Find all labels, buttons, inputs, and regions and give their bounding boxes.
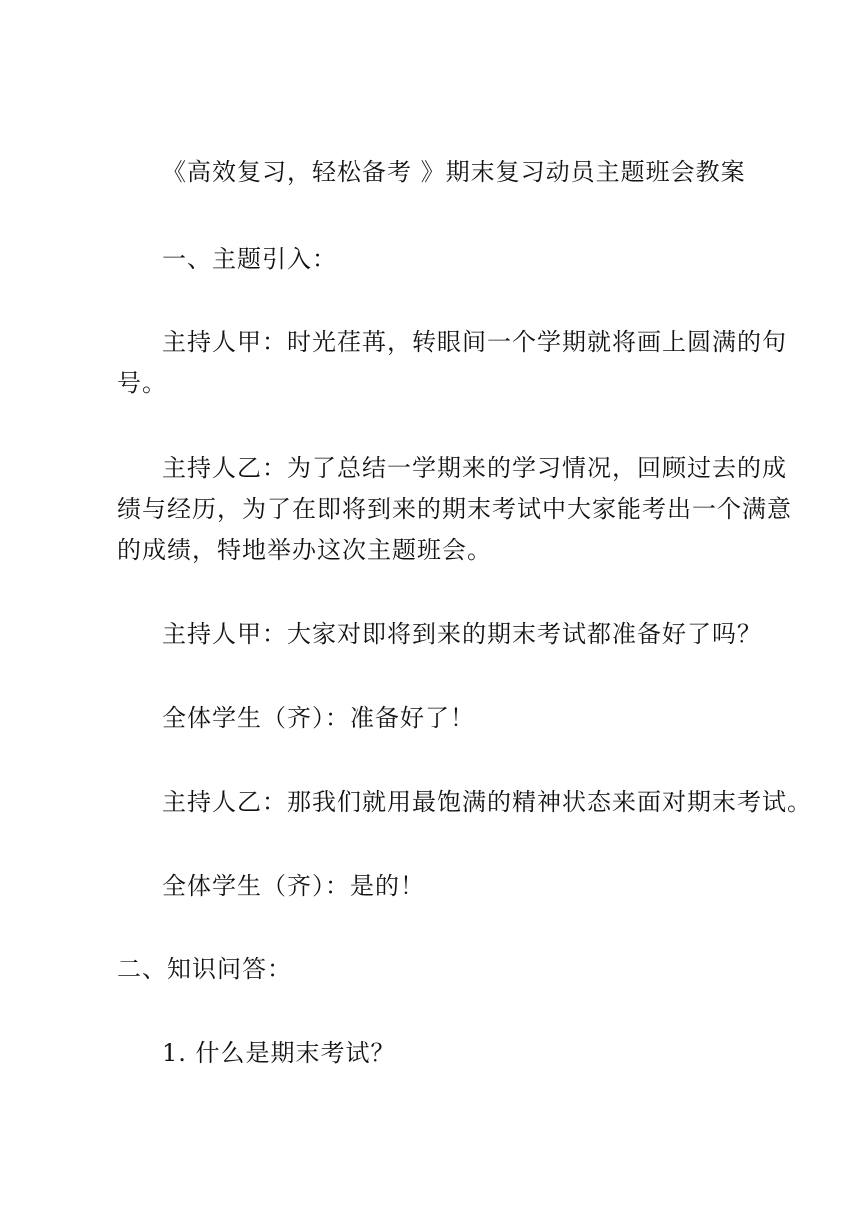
- paragraph-host-a-question: 主持人甲：大家对即将到来的期末考试都准备好了吗？: [162, 620, 762, 648]
- section-heading-intro: 一、主题引入：: [162, 245, 337, 273]
- quiz-question-1: 1. 什么是期末考试？: [162, 1039, 396, 1067]
- paragraph-host-b-line-3: 的成绩，特地举办这次主题班会。: [117, 536, 492, 564]
- paragraph-students-reply-1: 全体学生（齐）：准备好了！: [162, 704, 475, 732]
- paragraph-host-b-line-1: 主持人乙：为了总结一学期来的学习情况，回顾过去的成: [162, 454, 787, 482]
- paragraph-host-a-line-2: 号。: [117, 369, 167, 397]
- document-title: 《高效复习，轻松备考 》期末复习动员主题班会教案: [162, 158, 746, 186]
- paragraph-host-b-line-2: 绩与经历，为了在即将到来的期末考试中大家能考出一个满意: [117, 495, 792, 523]
- paragraph-host-a-line-1: 主持人甲：时光荏苒，转眼间一个学期就将画上圆满的句: [162, 328, 787, 356]
- section-heading-quiz: 二、知识问答：: [117, 955, 292, 983]
- paragraph-host-b-encourage: 主持人乙：那我们就用最饱满的精神状态来面对期末考试。: [162, 788, 812, 816]
- paragraph-students-reply-2: 全体学生（齐）：是的！: [162, 872, 425, 900]
